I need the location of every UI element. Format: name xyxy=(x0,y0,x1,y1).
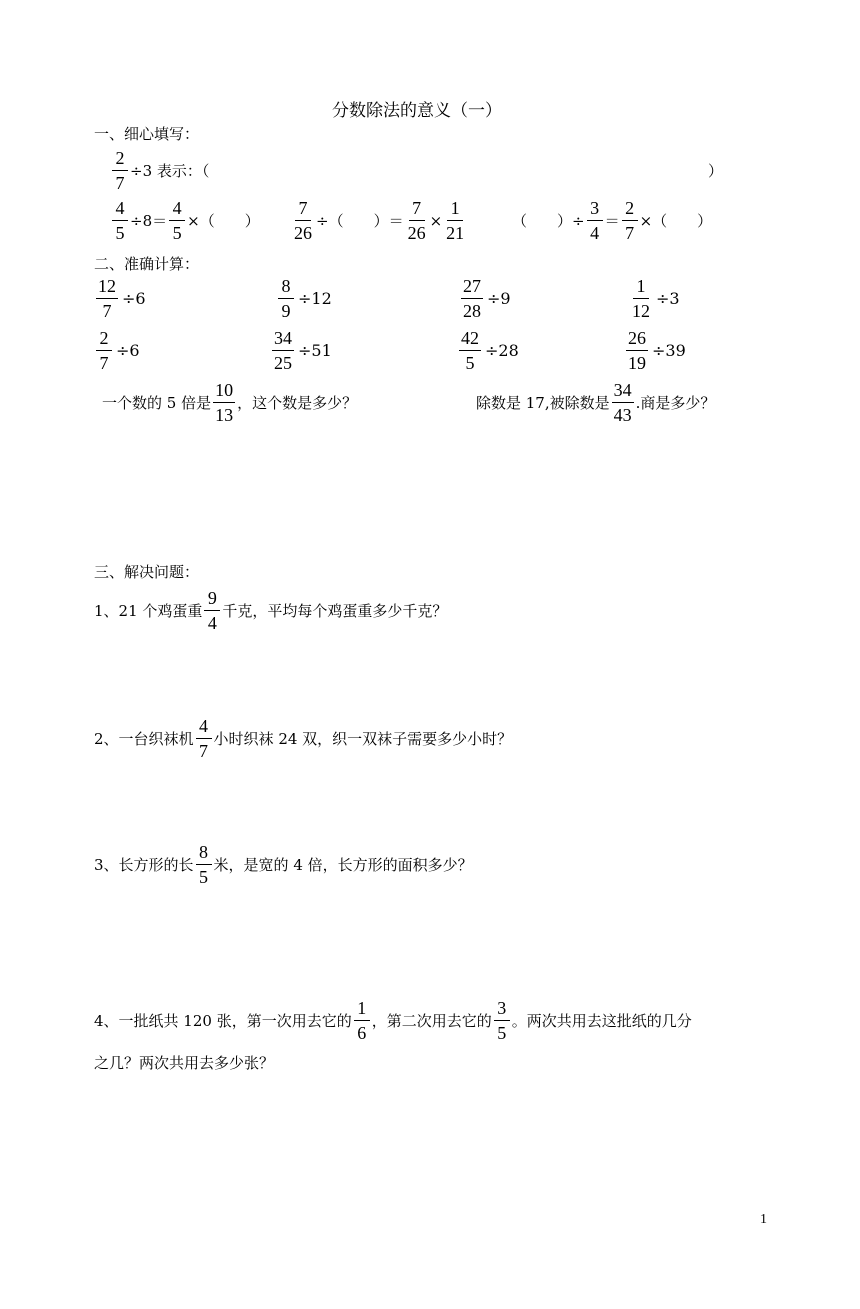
page-number: 1 xyxy=(760,1212,767,1227)
q1-close-paren: ） xyxy=(708,162,724,180)
calc-item: $\frac{27}{28}$ ÷9 xyxy=(463,276,511,321)
calc-item: $\frac{12}{7}$ ÷6 xyxy=(98,276,146,321)
word-problem-2: 除数是 17,被除数是 $\frac{34}{43}$ .商是多少？ xyxy=(476,380,716,425)
calc-item: $\frac{34}{25}$ ÷51 xyxy=(274,328,332,373)
calc-item: $\frac{8}{9}$ ÷12 xyxy=(276,276,334,321)
section1-q2b: $\frac{7}{26}$ ÷（ ）＝ $\frac{7}{26}$ × $\frac{1}{21}$ xyxy=(294,198,465,243)
section1-q2c: （ ）÷ $\frac{3}{4}$ ＝ $\frac{2}{7}$ ×（ ） xyxy=(512,198,713,243)
section1-heading: 一、细心填写： xyxy=(94,125,200,143)
section1-q1 xyxy=(110,148,209,193)
problem-2: 2、一台织袜机 $\frac{4}{7}$ 小时织袜 24 双，织一双袜子需要多少小时？ xyxy=(94,716,513,761)
problem-4: 4、一批纸共 120 张，第一次用去它的 $\frac{1}{6}$ ，第二次用去它的 $\frac{3}{5}$ 。两次共用去这批纸的几分 xyxy=(94,998,692,1043)
q1-text: ÷3 表示：（ xyxy=(130,161,210,180)
word-problem-1: 一个数的 5 倍是 $\frac{10}{13}$ ，这个数是多少？ xyxy=(102,380,358,425)
calc-item: $\frac{1}{12}$ ÷3 xyxy=(632,276,680,321)
calc-item: $\frac{26}{19}$ ÷39 xyxy=(628,328,686,373)
problem-1: 1、21 个鸡蛋重 $\frac{9}{4}$ 千克，平均每个鸡蛋重多少千克？ xyxy=(94,588,448,633)
calc-item: $\frac{2}{7}$ ÷6 xyxy=(94,328,142,373)
problem-4-line2: 之几？两次共用去多少张？ xyxy=(94,1054,275,1072)
fraction: $\frac{2}{7}$ xyxy=(112,148,128,193)
section1-q2a: $\frac{4}{5}$ ÷8＝ $\frac{4}{5}$ ×（ ） xyxy=(110,198,260,243)
section3-heading: 三、解决问题： xyxy=(94,563,200,581)
problem-3: 3、长方形的长 $\frac{8}{5}$ 米，是宽的 4 倍，长方形的面积多少？ xyxy=(94,842,473,887)
calc-item: $\frac{42}{5}$ ÷28 xyxy=(461,328,519,373)
section2-heading: 二、准确计算： xyxy=(94,255,200,273)
page-title: 分数除法的意义（一） xyxy=(332,101,502,121)
